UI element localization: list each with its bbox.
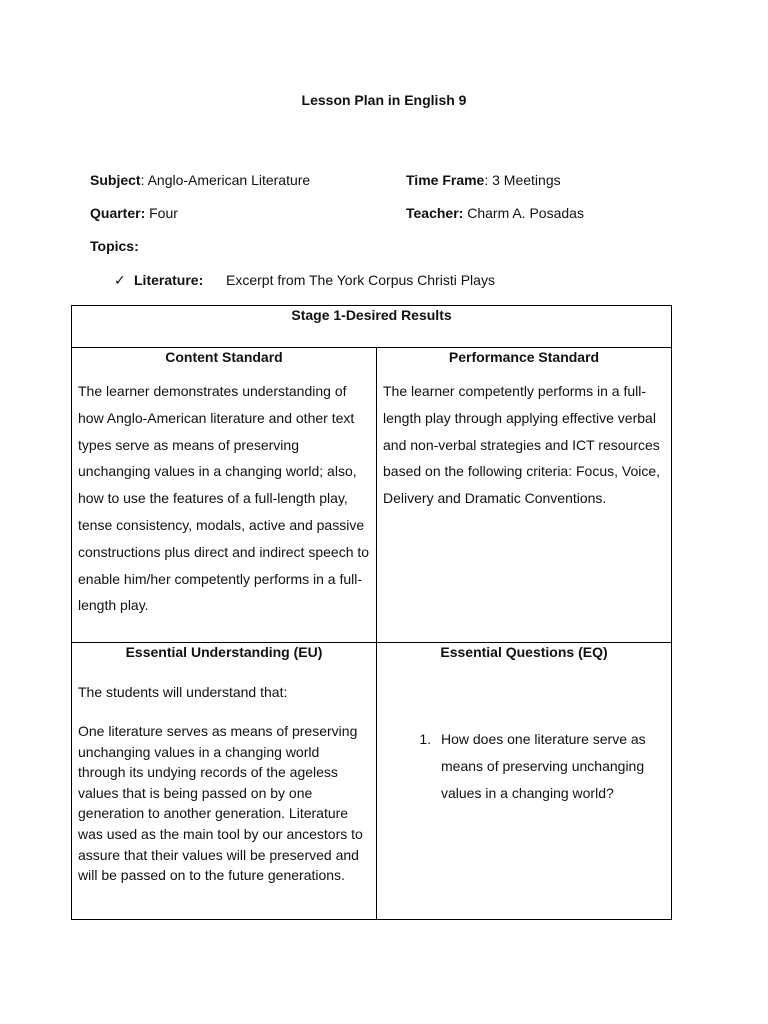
timeframe-line [406, 172, 561, 188]
stage-row [72, 306, 672, 348]
content-standard-cell [72, 348, 377, 643]
topic-literature [114, 272, 495, 289]
performance-standard-cell [377, 348, 672, 643]
timeframe-label: Time Frame [406, 172, 485, 188]
eu-text: One literature serves as means of preserving unchanging values in a changing world through its undying records of the ageless values that is being passed on by one generation to another generation. Literature was used as the main tool by our ancestors to assure that their values will be preserved and will be passed on to the future generations. [78, 723, 363, 884]
timeframe-value: : 3 Meetings [484, 172, 561, 188]
teacher-value: Charm A. Posadas [463, 205, 584, 221]
content-standard-header: Content Standard [165, 349, 283, 365]
topics-label: Topics: [90, 238, 139, 254]
standards-row [72, 348, 672, 643]
eu-intro: The students will understand that: [78, 684, 288, 700]
quarter-line [90, 205, 178, 221]
subject-line [90, 172, 310, 188]
stage-title: Stage 1-Desired Results [72, 306, 672, 348]
eu-cell [72, 643, 377, 920]
teacher-line [406, 205, 584, 221]
eq-item: 1. How does one literature serve as means of preserving unchanging values in a changing world? [435, 726, 665, 806]
teacher-label: Teacher: [406, 205, 464, 221]
literature-label: Literature: [134, 272, 204, 288]
eq-cell [377, 643, 672, 920]
performance-standard-text: The learner competently performs in a full- length play through applying effective verbal and non-verbal strategies and ICT resources based on the following criteria: Focus, Voice, Delivery and Dramatic Conventions. [383, 383, 661, 507]
quarter-value: Four [145, 205, 178, 221]
topics-line [90, 238, 139, 254]
eu-header: Essential Understanding (EU) [125, 644, 323, 660]
understanding-row [72, 643, 672, 920]
content-standard-text: The learner demonstrates understanding of how Anglo-American literature and other text types serve as means of preserving unchanging values in a changing world; also, how to use the features of a full-length play, tense consistency, modals, active and passive constructions plus direct and indirect speech to enable him/her competently performs in a full-length play. [78, 383, 370, 614]
desired-results-table [71, 305, 672, 920]
literature-value: Excerpt from The York Corpus Christi Plays [226, 272, 495, 288]
performance-standard-header: Performance Standard [448, 349, 600, 365]
subject-value: : Anglo-American Literature [140, 172, 311, 188]
eq-list [383, 726, 665, 806]
document-title: Lesson Plan in English 9 [301, 92, 467, 108]
checkmark-icon: ✓ [114, 272, 126, 288]
eq-header: Essential Questions (EQ) [440, 644, 608, 660]
quarter-label: Quarter: [90, 205, 146, 221]
subject-label: Subject [90, 172, 141, 188]
